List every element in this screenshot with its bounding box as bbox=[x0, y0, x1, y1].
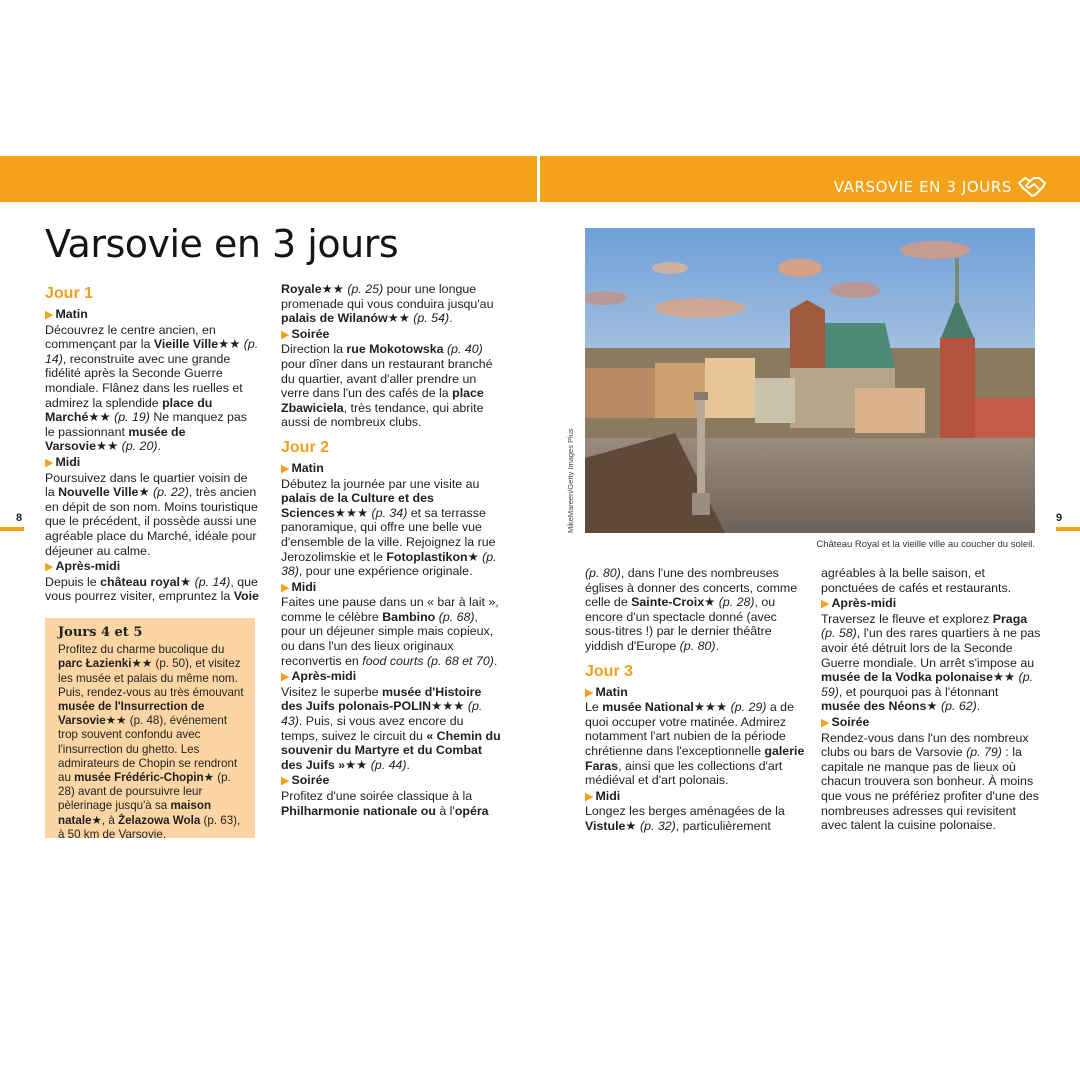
jour1-matin-text: Découvrez le centre ancien, en commençant par la Vieille Ville★★ (p. 14), reconstruite avec une grande fidélité après la Seconde Guerre mondiale. Flânez dans les ruelles et admirez la splendide place du Marché★★ (p. 19) Ne manquez pas le passionnant musée de Varsovie★★ (p. 20). bbox=[45, 322, 259, 454]
triangle-icon: ▶ bbox=[281, 462, 290, 475]
triangle-icon: ▶ bbox=[281, 581, 290, 594]
jour1-apres-midi-heading: ▶ Après-midi bbox=[45, 559, 121, 574]
jour2-matin-text: Débutez la journée par une visite au palais de la Culture et des Sciences★★★ (p. 34) et sa terrasse panoramique, qui offre une belle vue d'ensemble de la ville. Rejoignez la rue Jerozolimskie et le Fotoplastikon★ (p. 38), pour une expérience originale. bbox=[281, 476, 497, 579]
jour3-matin-text: Le musée National★★★ (p. 29) a de quoi occuper votre matinée. Admirez notamment l'art nubien de la période chrétienne dans l'exceptionnelle galerie Faras, ainsi que les collections d'art médiéval et d'art polonais. bbox=[585, 700, 805, 788]
jours-4-5-box bbox=[45, 618, 255, 841]
page-number-right: 9 bbox=[1056, 512, 1063, 524]
triangle-icon: ▶ bbox=[281, 775, 290, 788]
triangle-icon: ▶ bbox=[585, 790, 594, 803]
column-1 bbox=[45, 282, 260, 604]
page-number-left: 8 bbox=[16, 512, 23, 524]
triangle-icon: ▶ bbox=[821, 598, 830, 611]
triangle-icon: ▶ bbox=[45, 456, 54, 469]
jour3-midi-heading: ▶ Midi bbox=[585, 788, 621, 803]
triangle-icon: ▶ bbox=[821, 716, 830, 729]
box-title: Jours 4 et 5 bbox=[58, 625, 143, 640]
triangle-icon: ▶ bbox=[45, 561, 54, 574]
jour2-midi-heading: ▶ Midi bbox=[281, 579, 317, 594]
handshake-icon bbox=[1017, 174, 1047, 200]
jour1-midi-heading: ▶ Midi bbox=[45, 454, 81, 469]
jour3-apres-midi-text: Traversez le fleuve et explorez Praga (p. 58), l'un des rares quartiers à ne pas avoir été détruit lors de la Seconde Guerre mondiale. Un arrêt s'impose au musée de la Vodka polonaise★★ (p. 59), et pourquoi pas à l'étonnant musée des Néons★ (p. 62). bbox=[821, 611, 1041, 714]
day-2-heading: Jour 2 bbox=[281, 438, 330, 456]
triangle-icon: ▶ bbox=[585, 686, 594, 699]
jour2-soiree-heading: ▶ Soirée bbox=[281, 773, 330, 788]
jour2-soiree-text: Profitez d'une soirée classique à la Philharmonie nationale ou à l'opéra bbox=[281, 789, 489, 818]
header-band-left bbox=[0, 156, 537, 202]
triangle-icon: ▶ bbox=[281, 671, 290, 684]
jour1-midi-text: Poursuivez dans le quartier voisin de la Nouvelle Ville★ (p. 22), très ancien en dépit de son nom. Moins touristique que le précédent, il possède aussi une agréable place du Marché, idéale pour déjeuner au calme. bbox=[45, 470, 258, 558]
triangle-icon: ▶ bbox=[281, 328, 290, 341]
jour3-soiree-heading: ▶ Soirée bbox=[821, 714, 870, 729]
column-4 bbox=[821, 566, 1041, 833]
box-text: Profitez du charme bucolique du parc Łazienki★★ (p. 50), et visitez les musée et palais du même nom. Puis, rendez-vous au très émouvant musée de l'Insurrection de Varsovie★★ (p. 48), événement trop souvent confondu avec l'insurrection du ghetto. Les admirateurs de Chopin se rendront au musée Frédéric-Chopin★ (p. 28) avant de poursuivre leur pèlerinage jusqu'à sa maison natale★, à Żelazowa Wola (p. 63), à 50 km de Varsovie. bbox=[58, 643, 244, 841]
section-title: VARSOVIE EN 3 JOURS bbox=[833, 178, 1012, 196]
jour3-matin-heading: ▶ Matin bbox=[585, 684, 628, 699]
jour1-matin-heading: ▶ Matin bbox=[45, 307, 88, 321]
jour2-apres-midi-heading: ▶ Après-midi bbox=[281, 669, 357, 684]
jour2-soiree-text-cont: (p. 80), dans l'une des nombreuses églises à donner des concerts, comme celle de Sainte-Croix★ (p. 28), ou encore d'un spectacle donné (avec sous-titres !) par le dernier théâtre yiddish d'Europe (p. 80). bbox=[585, 566, 798, 653]
jour1-apres-midi-text-cont: Royale★★ (p. 25) pour une longue promenade qui vous conduira jusqu'au palais de Wilanów★★ (p. 54). bbox=[281, 282, 494, 326]
triangle-icon: ▶ bbox=[45, 309, 54, 321]
jour1-apres-midi-text: Depuis le château royal★ (p. 14), que vous pourrez visiter, empruntez la Voie bbox=[45, 574, 259, 604]
day-1-heading: Jour 1 bbox=[45, 285, 94, 302]
photo-caption: Château Royal et la vieille ville au coucher du soleil. bbox=[816, 539, 1035, 550]
jour2-matin-heading: ▶ Matin bbox=[281, 460, 324, 475]
jour3-soiree-text: Rendez-vous dans l'un des nombreux clubs ou bars de Varsovie (p. 79) : la capitale ne manque pas de lieux où chacun trouvera son bonheur. À moins que vous ne préfériez profiter d'une des nombreuses adresses qui revisitent avec talent la cuisine polonaise. bbox=[821, 730, 1039, 833]
jour3-apres-midi-heading: ▶ Après-midi bbox=[821, 596, 897, 611]
jour2-midi-text: Faites une pause dans un « bar à lait », comme le célèbre Bambino (p. 68), pour un déjeuner simple mais copieux, ou dans l'un des lieux originaux reconvertis en food courts (p. 68 et 70). bbox=[281, 595, 499, 668]
day-3-heading: Jour 3 bbox=[585, 662, 634, 680]
old-town-photo bbox=[585, 228, 1035, 533]
jour1-soiree-heading: ▶ Soirée bbox=[281, 326, 330, 341]
jour1-soiree-text: Direction la rue Mokotowska (p. 40) pour dîner dans un restaurant branché du quartier, avant d'aller prendre un verre dans l'un des cafés de la place Zbawiciela, très tendance, qui abrite aussi de nombreux clubs. bbox=[281, 342, 493, 430]
column-2 bbox=[281, 282, 501, 818]
jour3-midi-text-cont: agréables à la belle saison, et ponctuées de cafés et restaurants. bbox=[821, 566, 1012, 595]
jour2-apres-midi-text: Visitez le superbe musée d'Histoire des Juifs polonais-POLIN★★★ (p. 43). Puis, si vous avez encore du temps, suivez le circuit du « Chemin du souvenir du Martyre et du Combat des Juifs »★★ (p. 44). bbox=[281, 684, 501, 772]
photo-credit: MikeMareen/Getty Images Plus bbox=[566, 428, 575, 533]
page-title: Varsovie en 3 jours bbox=[45, 222, 399, 266]
folio-bar-right bbox=[1056, 527, 1080, 531]
folio-bar-left bbox=[0, 527, 24, 531]
jour3-midi-text: Longez les berges aménagées de la Vistule★ (p. 32), particulièrement bbox=[585, 804, 785, 833]
column-3 bbox=[585, 566, 805, 834]
